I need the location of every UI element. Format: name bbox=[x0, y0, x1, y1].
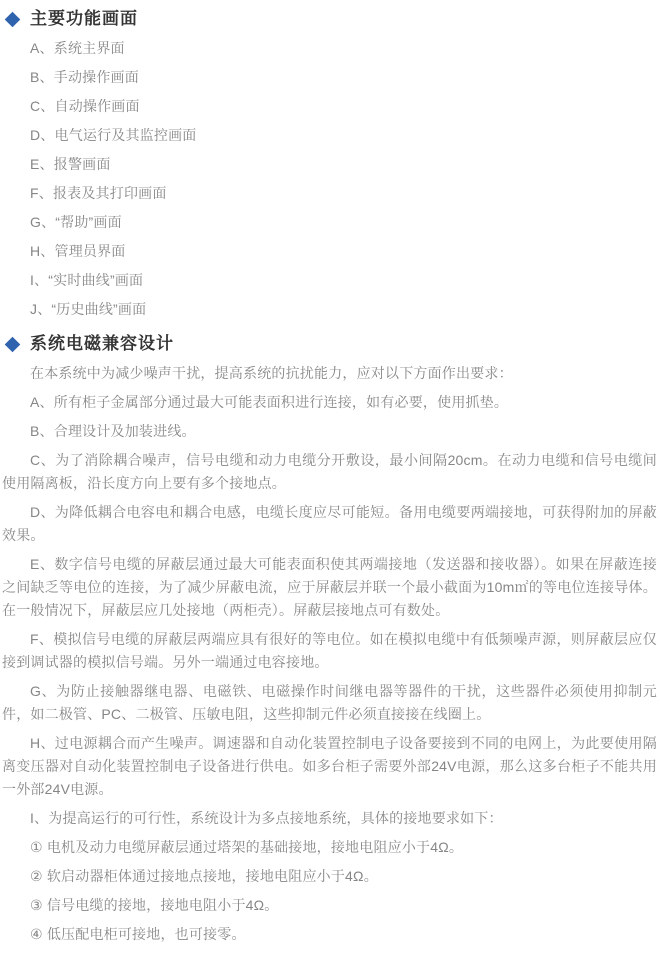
section-main-functions bbox=[2, 8, 657, 321]
function-screen-list bbox=[2, 37, 657, 321]
list-item: F、报表及其打印画面 bbox=[30, 185, 167, 201]
list-item: C、自动操作画面 bbox=[30, 98, 140, 114]
paragraph: G、为防止接触器继电器、电磁铁、电磁操作时间继电器等器件的干扰，这些器件必须使用抑制元件，如二极管、PC、二极管、压敏电阻，这些抑制元件必须直接接在线圈上。 bbox=[2, 683, 657, 722]
list-item: B、手动操作画面 bbox=[30, 69, 139, 85]
paragraph: I、为提高运行的可行性，系统设计为多点接地系统，具体的接地要求如下： bbox=[30, 810, 503, 826]
section-title: 主要功能画面 bbox=[30, 9, 138, 28]
grounding-item: ④ 低压配电柜可接地，也可接零。 bbox=[30, 926, 246, 942]
paragraph: A、所有柜子金属部分通过最大可能表面积进行连接，如有必要，使用抓垫。 bbox=[30, 394, 509, 410]
paragraph: B、合理设计及加装进线。 bbox=[30, 423, 196, 439]
diamond-icon bbox=[5, 11, 21, 27]
list-item: G、“帮助”画面 bbox=[30, 214, 122, 230]
paragraph: F、模拟信号电缆的屏蔽层两端应具有很好的等电位。如在模拟电缆中有低频噪声源，则屏蔽层应仅接到调试器的模拟信号端。另外一端通过电容接地。 bbox=[2, 631, 657, 670]
intro-paragraph: 在本系统中为减少噪声干扰，提高系统的抗扰能力，应对以下方面作出要求： bbox=[30, 365, 513, 381]
list-item: J、“历史曲线”画面 bbox=[30, 301, 147, 317]
grounding-item: ③ 信号电缆的接地，接地电阻小于4Ω。 bbox=[30, 897, 279, 913]
section-header bbox=[7, 333, 657, 355]
paragraph: D、为降低耦合电容电和耦合电感，电缆长度应尽可能短。备用电缆要两端接地，可获得附加的屏蔽效果。 bbox=[2, 504, 657, 543]
paragraph: H、过电源耦合而产生噪声。调速器和自动化装置控制电子设备要接到不同的电网上，为此要使用隔离变压器对自动化装置控制电子设备进行供电。如多台柜子需要外部24V电源，那么这多台柜子不能共用一外部24V电源。 bbox=[2, 735, 657, 797]
list-item: H、管理员界面 bbox=[30, 243, 126, 259]
list-item: E、报警画面 bbox=[30, 156, 111, 172]
section-title: 系统电磁兼容设计 bbox=[30, 334, 174, 353]
list-item: I、“实时曲线”画面 bbox=[30, 272, 144, 288]
paragraph: C、为了消除耦合噪声，信号电缆和动力电缆分开敷设，最小间隔20cm。在动力电缆和信号电缆间使用隔离板，沿长度方向上要有多个接地点。 bbox=[2, 452, 657, 491]
paragraph: E、数字信号电缆的屏蔽层通过最大可能表面积使其两端接地（发送器和接收器）。如果在屏蔽连接之间缺乏等电位的连接，为了减少屏蔽电流，应于屏蔽层并联一个最小截面为10m㎡的等电位连接导体。在一般情况下，屏蔽层应几处接地（两柜壳）。屏蔽层接地点可有数处。 bbox=[2, 556, 657, 618]
list-item: A、系统主界面 bbox=[30, 40, 125, 56]
list-item: D、电气运行及其监控画面 bbox=[30, 127, 197, 143]
section-emc-design bbox=[2, 333, 657, 946]
diamond-icon bbox=[5, 336, 21, 352]
grounding-requirements-list bbox=[2, 836, 657, 946]
section-header bbox=[7, 8, 657, 30]
grounding-item: ① 电机及动力电缆屏蔽层通过塔架的基础接地，接地电阻应小于4Ω。 bbox=[30, 839, 464, 855]
grounding-item: ② 软启动器柜体通过接地点接地，接地电阻应小于4Ω。 bbox=[30, 868, 378, 884]
